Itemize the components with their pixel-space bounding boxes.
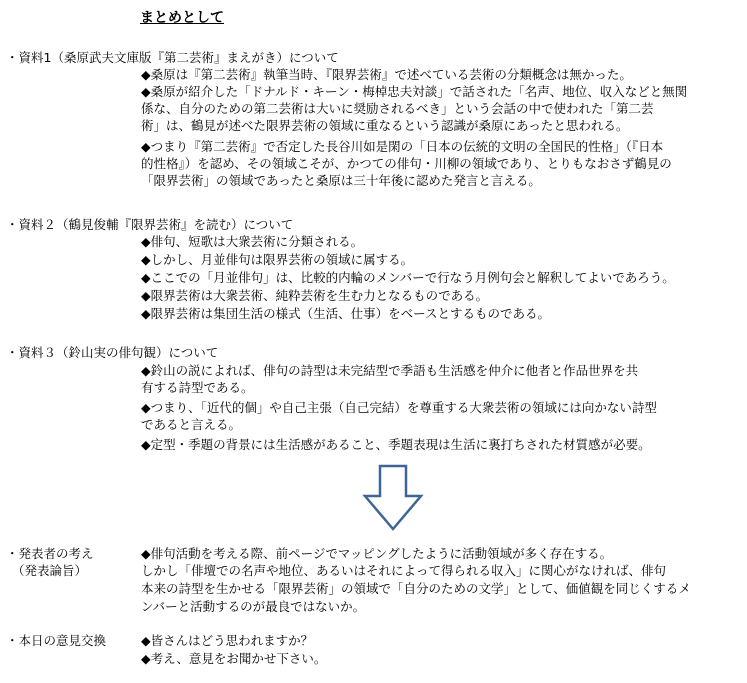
section-1-line: ◆つまり『第二芸術』で否定した長谷川如是閑の「日本の伝統的文明の全国民的性格」（『日本 [141,139,664,154]
section-3-line: 有する詩型である。 [141,380,254,395]
section-1-heading: ・資料1（桑原武夫文庫版『第二芸術』まえがき）について [6,50,339,65]
section-2-line: ◆限界芸術は集団生活の様式（生活、仕事）をベースとするものである。 [141,306,550,321]
presenter-line: ◆俳句活動を考える際、前ページでマッピングしたように活動領域が多く存在する。 [141,546,613,561]
down-arrow-icon [361,464,425,532]
section-1-line: 「限界芸術」の領域であったと桑原は三十年後に認めた発言と言える。 [141,173,541,188]
section-2-line: ◆ここでの「月並俳句」は、比較的内輪のメンバーで行なう月例句会と解釈してよいであろう。 [141,270,675,285]
section-1-line: 係な、自分のための第二芸術は大いに奨励されるべき」という会話の中で使われた「第二芸 [141,101,654,116]
section-1-line: ◆桑原が紹介した「ドナルド・キーン・梅棹忠夫対談」で話された「名声、地位、収入などと無関 [141,84,688,99]
section-1-line: 術」は、鶴見が述べた限界芸術の領域に重なるという認識が桑原にあったと思われる。 [141,118,629,133]
exchange-line: ◆考え、意見をお聞かせ下さい。 [141,651,327,666]
section-1-line: ◆桑原は『第二芸術』執筆当時、『限界芸術』で述べている芸術の分類概念は無かった。 [141,67,632,82]
section-3-line: ◆定型・季題の背景には生活感があること、季題表現は生活に裏打ちされた材質感が必要。 [141,437,651,452]
presenter-line: ンバーと活動するのが最良ではないか。 [141,599,366,614]
section-2-line: ◆俳句、短歌は大衆芸術に分類される。 [141,234,364,249]
section-2-line: ◆しかし、月並俳句は限界芸術の領域に属する。 [141,252,414,267]
exchange-line: ◆皆さんはどう思われますか？ [141,633,314,648]
presenter-sublabel: （発表論旨） [12,563,88,578]
presenter-line: しかし「俳壇での名声や地位、あるいはそれによって得られる収入」に関心がなければ、俳句 [141,563,667,578]
section-3-line: ◆つまり、「近代的個」や自己主張（自己完結）を尊重する大衆芸術の領域には向かない詩型 [141,400,657,415]
section-1-line: 的性格』）を認め、その領域こそが、かつての俳句・川柳の領域であり、とりもなおさず鶴見の [141,156,672,171]
document-title: まとめとして [140,10,224,26]
presenter-label: ・発表者の考え [6,546,94,561]
section-3-heading: ・資料３（鈴山実の俳句観）について [6,345,219,360]
section-3-line: ◆鈴山の説によれば、俳句の詩型は未完結型で季語も生活感を仲介に他者と作品世界を共 [141,363,639,378]
section-2-heading: ・資料２（鶴見俊輔『限界芸術』を読む）について [6,217,294,232]
exchange-label: ・本日の意見交換 [6,633,107,648]
section-3-line: であると言える。 [141,417,242,432]
section-2-line: ◆限界芸術は大衆芸術、純粋芸術を生む力となるものである。 [141,288,489,303]
presenter-line: 本来の詩型を生かせる「限界芸術」の領域で「自分のための文学」として、価値観を同じくするメ [141,581,691,596]
